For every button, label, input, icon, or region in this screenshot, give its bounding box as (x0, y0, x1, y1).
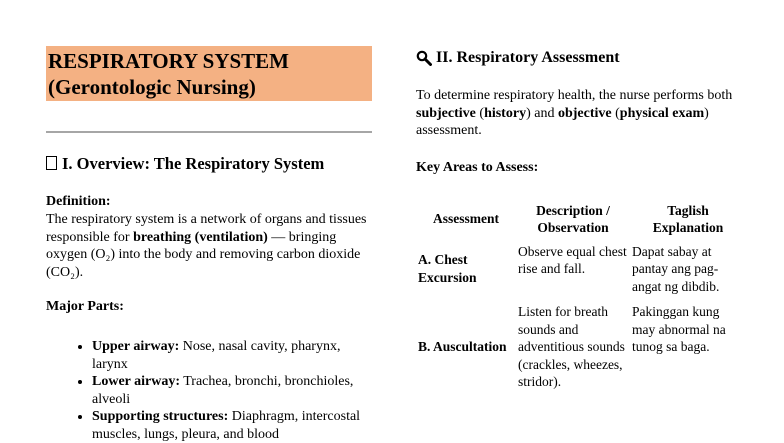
section-1-heading-text: I. Overview: The Respiratory System (62, 154, 325, 173)
list-item-text: Trachea, bronchi, bronchioles, alveoli (92, 374, 354, 407)
list-item-label: Supporting structures: (92, 409, 229, 424)
definition-text-part: The respiratory system is a network of organs and tissues responsible for (46, 212, 367, 245)
column-header: Description / Observation (536, 202, 610, 235)
intro-text: ) assessment. (416, 105, 709, 138)
major-parts-label: Major Parts: (46, 299, 124, 314)
section-1-heading (46, 154, 372, 174)
column-header: Assessment (433, 211, 499, 226)
horizontal-divider (46, 131, 372, 133)
list-item (92, 408, 372, 443)
left-column (46, 46, 372, 443)
document-title (46, 46, 372, 101)
intro-bold: objective (557, 105, 612, 121)
key-areas-label: Key Areas to Assess: (416, 159, 539, 175)
list-item (92, 338, 372, 373)
box-icon (46, 156, 57, 170)
taglish-cell: Dapat sabay at pantay ang pag-angat ng dibdib. (632, 243, 720, 294)
assessment-cell: B. Auscultation (418, 339, 507, 354)
assessment-table (416, 199, 746, 395)
major-parts-list (46, 338, 372, 443)
column-header: Taglish Explanation (652, 202, 724, 235)
intro-text: ) and (526, 105, 558, 121)
definition-label: Definition: (46, 194, 111, 209)
intro-bold: subjective (416, 105, 476, 121)
title-line-2: (Gerontologic Nursing) (48, 75, 256, 99)
right-column (416, 48, 746, 395)
description-cell: Observe equal chest rise and fall. (518, 243, 627, 276)
section-2-heading (416, 48, 746, 68)
taglish-cell: Pakinggan kung may abnormal na tunog sa baga. (632, 304, 726, 354)
list-item-text: Diaphragm, intercostal muscles, lungs, pleura, and blood (92, 409, 361, 442)
list-item (92, 373, 372, 408)
intro-bold: physical exam (619, 105, 705, 121)
list-item-label: Lower airway: (92, 374, 180, 389)
intro-text: ( (611, 105, 620, 121)
definition-text-part: — bringing oxygen (O₂) into the body and removing carbon dioxide (CO₂). (46, 229, 361, 280)
intro-bold: history (484, 105, 527, 121)
definition-bold: breathing (ventilation) (133, 229, 268, 245)
section-2-heading-text: II. Respiratory Assessment (436, 49, 620, 66)
description-cell: Listen for breath sounds and adventitious sounds (crackles, wheezes, stridor). (518, 304, 625, 389)
table-row (416, 239, 746, 300)
intro-text: ( (475, 105, 485, 121)
definition-text (46, 211, 372, 281)
intro-text: To determine respiratory health, the nurse performs both (416, 88, 733, 103)
title-line-1: RESPIRATORY SYSTEM (48, 49, 290, 73)
table-row (416, 299, 746, 395)
list-item-text: Nose, nasal cavity, pharynx, larynx (92, 339, 341, 372)
search-icon (416, 50, 432, 66)
assessment-intro (416, 87, 746, 140)
table-header-row (416, 199, 746, 239)
list-item-label: Upper airway: (92, 339, 180, 354)
assessment-cell: A. Chest Excursion (418, 252, 477, 285)
